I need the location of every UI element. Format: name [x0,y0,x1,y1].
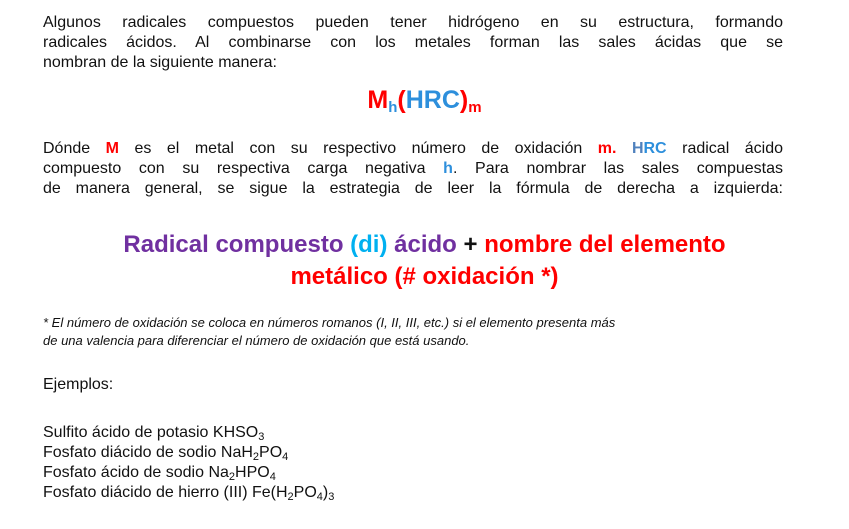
subscript: 4 [282,451,289,463]
strategy-element-name: nombre del elemento [484,231,726,258]
charge-symbol: h [443,160,453,177]
example-text: HPO [235,464,270,481]
text-run [616,140,632,157]
subscript: 2 [252,451,260,463]
explanation-line [43,139,783,159]
naming-strategy [0,229,849,293]
subscript: 4 [316,491,323,503]
example-item [43,483,334,503]
text-run: compuesto con su respectiva carga negativa [43,160,444,177]
formula-metal: M [367,86,389,114]
footnote-line: de una valencia para diferenciar el número de oxidación que está usando. [43,333,470,348]
subscript: 3 [328,491,335,503]
metal-symbol: M [105,140,119,157]
subscript: 2 [287,491,294,503]
example-item [43,443,334,463]
subscript: 2 [228,471,236,483]
subscript: 3 [258,431,265,443]
strategy-oxidation: metálico (# oxidación *) [290,263,559,290]
example-text: Fosfato diácido de hierro (III) Fe(H [43,484,288,501]
text-run: . Para nombrar las sales compuestas [452,160,783,177]
intro-line: radicales ácidos. Al combinarse con los metales forman las sales ácidas que se [43,34,783,51]
formula-radical: HRC [405,86,460,114]
examples-list [43,423,334,503]
explanation-paragraph [43,139,783,199]
radical-symbol: RC [643,140,667,157]
example-item [43,423,334,443]
footnote-line: * El número de oxidación se coloca en números romanos (I, II, III, etc.) si el elemento presenta más [43,315,616,330]
examples-heading: Ejemplos: [43,376,114,393]
example-text: Fosfato diácido de sodio NaH [43,444,253,461]
formula-sub-m: m [468,99,482,116]
text-run: es el metal con su respectivo número de oxidación [118,140,598,157]
example-text: PO [293,484,317,501]
example-text: ) [322,484,329,501]
example-text: PO [259,444,283,461]
strategy-line-1 [0,229,849,261]
strategy-plus: + [456,231,485,258]
strategy-radical: Radical compuesto [123,231,351,258]
hydrogen-symbol: H [631,140,644,157]
example-item [43,463,334,483]
strategy-di: (di) [350,231,388,258]
text-run: Dónde [43,140,106,157]
intro-line: Algunos radicales compuestos pueden tener hidrógeno en su estructura, formando [43,14,783,31]
text-run: radical ácido [666,140,783,157]
general-formula [0,84,849,116]
intro-paragraph [43,13,783,73]
intro-line: nombran de la siguiente manera: [43,54,277,71]
strategy-line-2 [0,261,849,293]
explanation-line [43,159,783,179]
explanation-line: de manera general, se sigue la estrategia de leer la fórmula de derecha a izquierda: [43,180,783,197]
strategy-acido: ácido [387,231,457,258]
oxidation-symbol: m. [597,140,617,157]
example-text: Fosfato ácido de sodio Na [43,464,229,481]
footnote [43,314,788,350]
formula-close-paren: ) [459,86,469,114]
example-text: Sulfito ácido de potasio KHSO [43,424,259,441]
formula-open-paren: ( [397,86,406,114]
subscript: 4 [269,471,276,483]
formula-sub-h: h [388,99,398,116]
